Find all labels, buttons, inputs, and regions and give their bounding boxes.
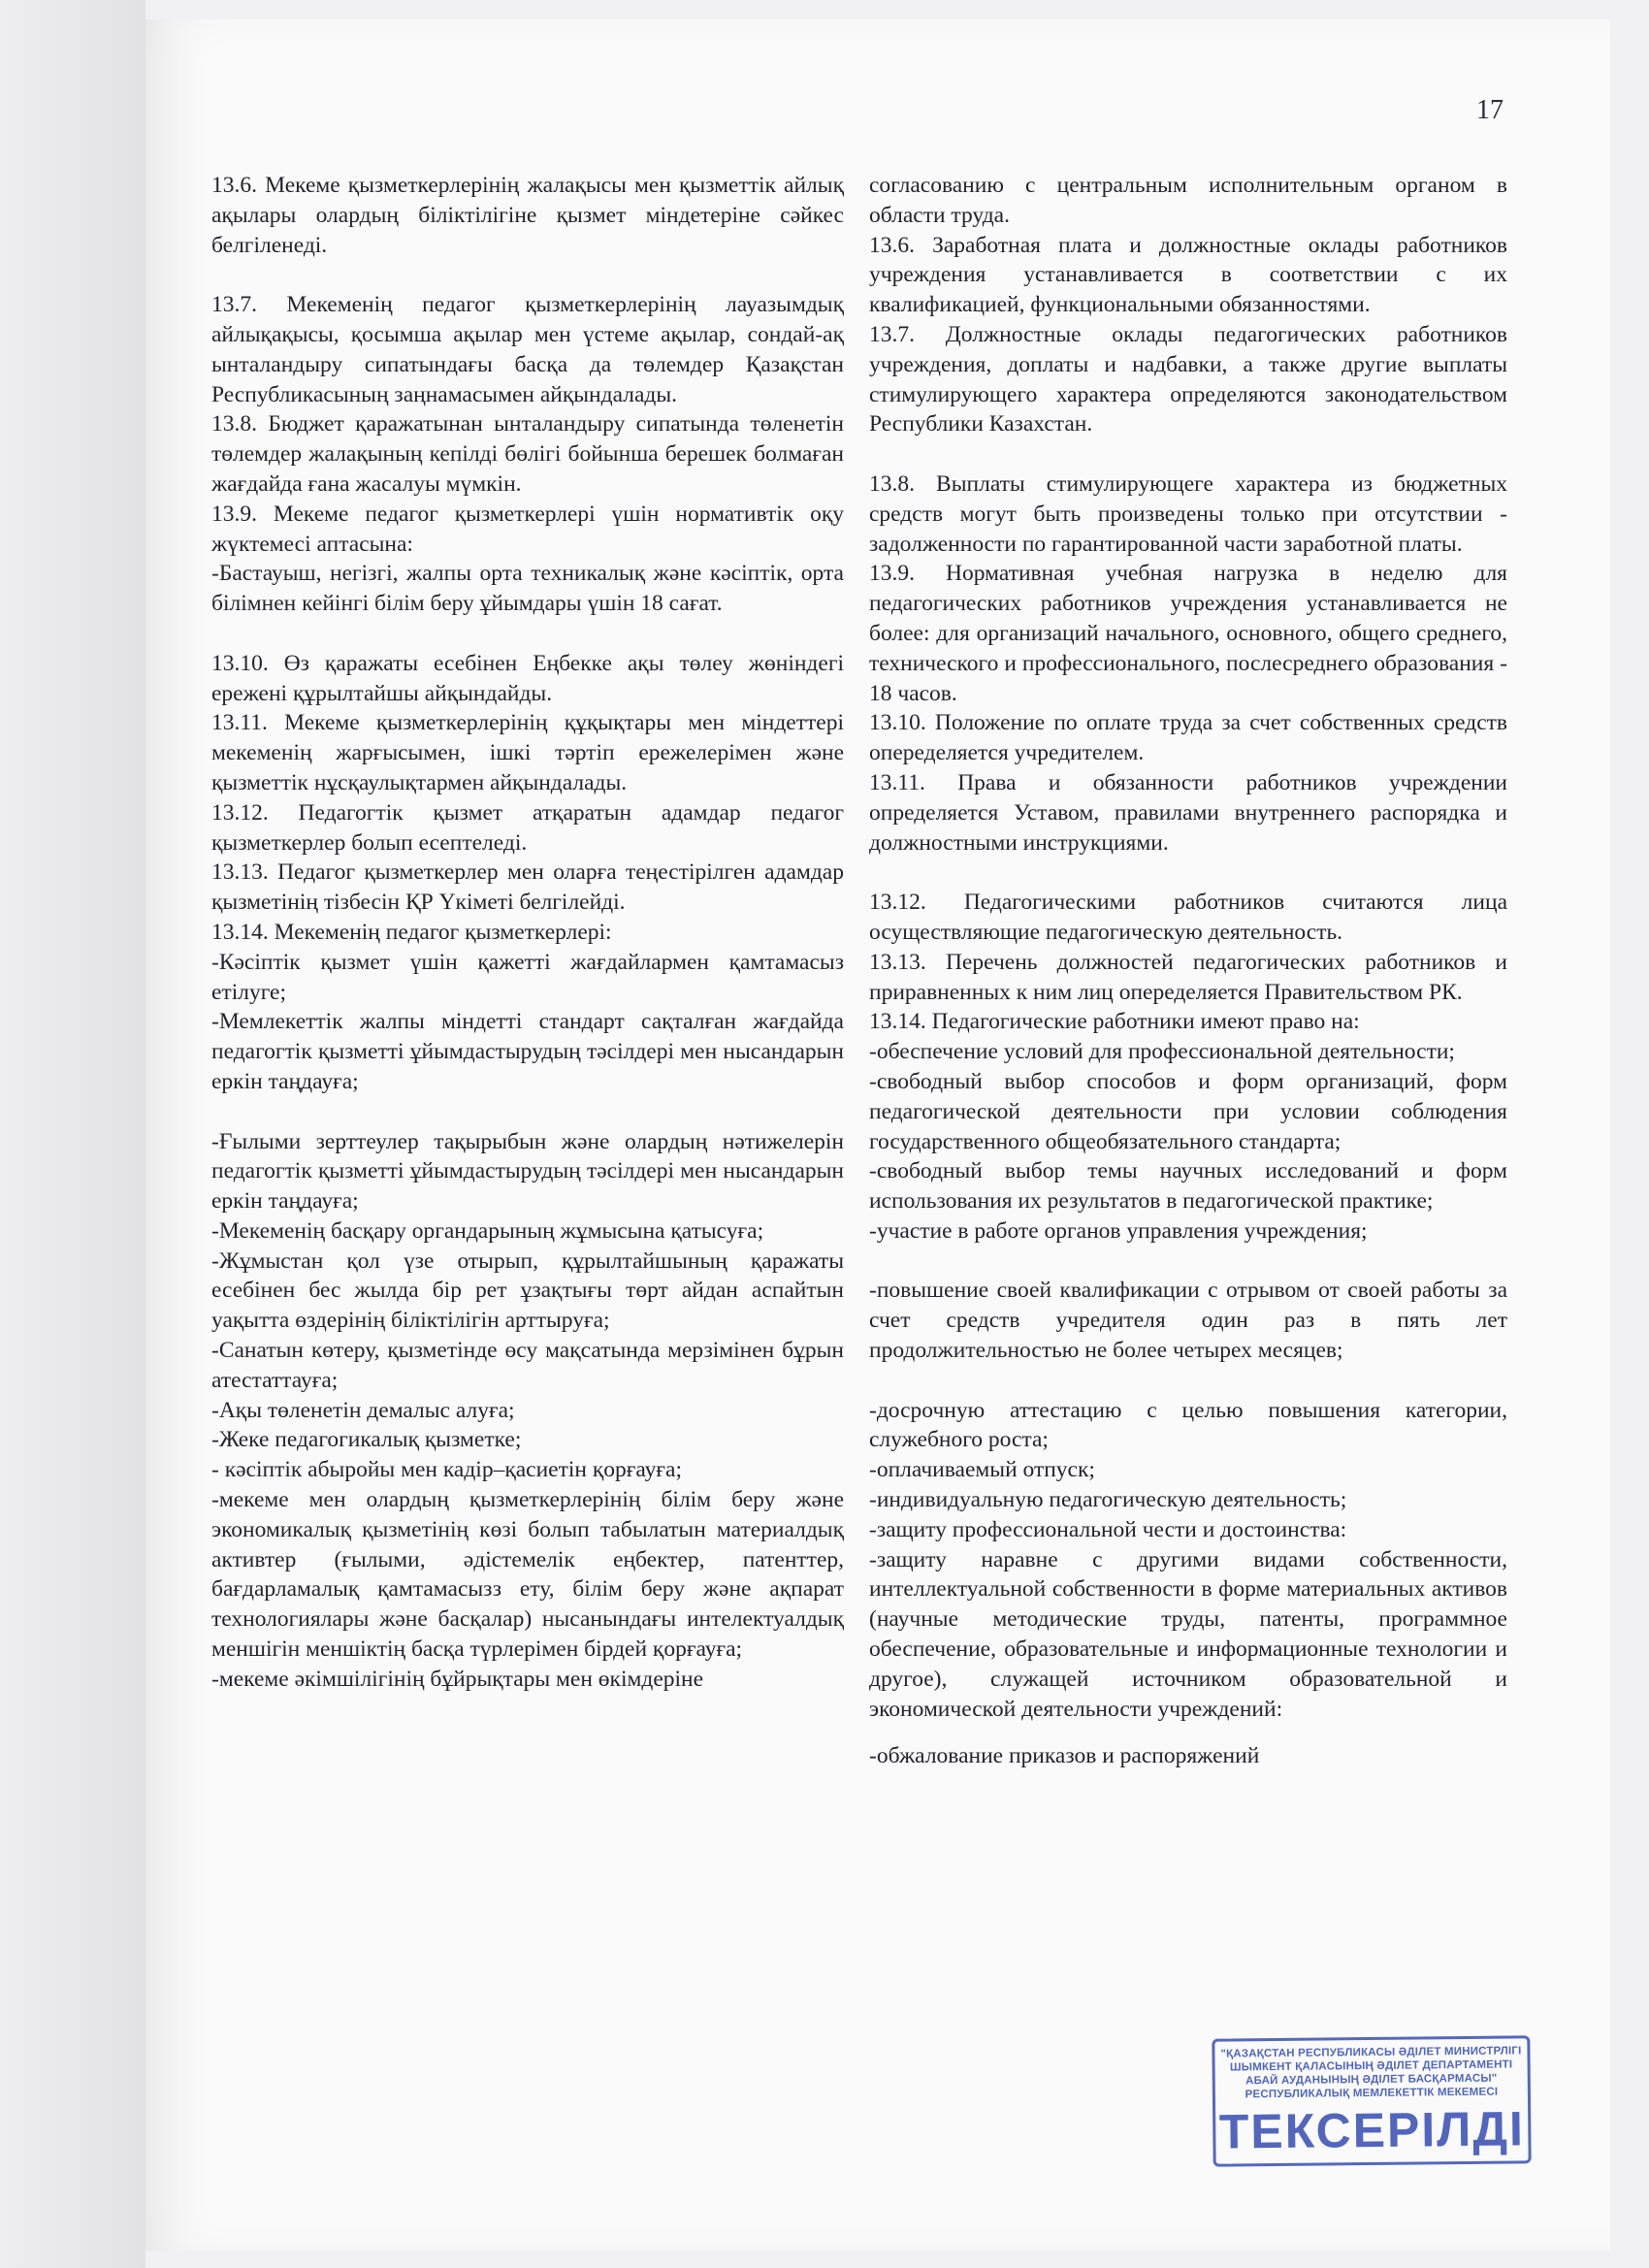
paragraph-spacer	[869, 439, 1507, 470]
paragraph: -участие в работе органов управления учреждения;	[869, 1217, 1368, 1244]
paragraph: -обжалование приказов и распоряжений	[869, 1743, 1260, 1769]
paragraph-spacer	[869, 858, 1507, 888]
paragraph-spacer	[869, 1366, 1507, 1396]
paragraph: -мекеме мен олардың қызметкерлерінің білім беру және экономикалық қызметінің көзі болып табылатын материалдық активтер (ғылыми, әдістемелік еңбектер, патенттер, бағдарламалық қамтамасызз ету, білім беру және ақпарат технологиялары және басқалар) нысанындағы интелектуалдық меншігін меншіктің басқа түрлерімен бірдей қорғауға;	[211, 1487, 844, 1663]
paragraph: -мекеме әкімшілігінің бұйрықтары мен өкімдеріне	[211, 1666, 704, 1692]
paragraph: -защиту профессиональной чести и достоинства:	[869, 1516, 1347, 1542]
paragraph: 13.10. Положение по оплате труда за счет собственных средств опеределяется учредителем.	[869, 710, 1507, 766]
paragraph: 13.11. Права и обязанности работников учреждении определяется Уставом, правилами внутреннего распорядка и должностными инструкциями.	[869, 769, 1507, 856]
paragraph: -оплачиваемый отпуск;	[869, 1457, 1095, 1483]
paragraph: 13.10. Өз қаражаты есебінен Еңбекке ақы төлеу жөніндегі ережені құрылтайшы айқындайды.	[211, 650, 844, 706]
paragraph: -свободный выбор способов и форм организаций, форм педагогической деятельности при условии соблюдения государственного общеобязательного стандарта;	[869, 1068, 1507, 1154]
paragraph: -повышение своей квалификации с отрывом от своей работы за счет средств учредителя один раз в пять лет продолжительностью не более четырех месяцев;	[869, 1278, 1507, 1364]
paragraph: -Ғылыми зерттеулер тақырыбын және олардың нәтижелерін педагогтік қызметті ұйымдастырудың тәсілдері мен нысандарын еркін таңдауға;	[211, 1128, 844, 1215]
paragraph: 13.12. Педагогтік қызмет атқаратын адамдар педагог қызметкерлер болып есептеледі.	[211, 799, 844, 856]
paragraph: 13.8. Бюджет қаражатынан ынталандыру сипатында төленетін төлемдер жалақының кепілді бөлігі бойынша берешек болмаған жағдайда ғана жасалуы мүмкін.	[211, 411, 844, 497]
paragraph: -Кәсіптік қызмет үшін қажетті жағдайлармен қамтамасыз етілуге;	[211, 949, 844, 1005]
paragraph: - кәсіптік абыройы мен кадір–қасиетін қорғауға;	[211, 1457, 682, 1483]
kazakh-text-column	[211, 171, 844, 1695]
paragraph: -Жұмыстан қол үзе отырып, құрылтайшының қаражаты есебінен бес жылда бір рет ұзақтығы төрт айдан аспайтын уақытта өздерінің біліктілігін арттыруға;	[211, 1247, 844, 1334]
paragraph-spacer	[869, 1724, 1507, 1741]
stamp-line: РЕСПУБЛИКАЛЫҚ МЕМЛЕКЕТТІК МЕКЕМЕСІ	[1245, 2086, 1499, 2101]
paragraph-spacer	[869, 1247, 1507, 1277]
paragraph: 13.13. Перечень должностей педагогических работников и приравненных к ним лиц опеределяется Правительством РК.	[869, 949, 1507, 1005]
paragraph: -Санатын көтеру, қызметінде өсу мақсатында мерзімінен бұрын атестаттауға;	[211, 1338, 844, 1393]
stamp-line: ШЫМКЕНТ ҚАЛАСЫНЫҢ ӘДІЛЕТ ДЕПАРТАМЕНТІ	[1229, 2058, 1513, 2074]
paragraph-spacer	[211, 619, 844, 649]
paragraph: -индивидуальную педагогическую деятельность;	[869, 1487, 1347, 1513]
paragraph: 13.14. Мекеменің педагог қызметкерлері:	[211, 919, 612, 945]
paragraph: -Мекеменің басқару органдарының жұмысына қатысуға;	[211, 1217, 764, 1244]
paragraph: -свободный выбор темы научных исследований и форм использования их результатов в педагогической практике;	[869, 1158, 1507, 1215]
paragraph-spacer	[211, 260, 844, 290]
paragraph: 13.9. Мекеме педагог қызметкерлері үшін нормативтік оқу жүктемесі аптасына:	[211, 501, 844, 557]
paragraph: -досрочную аттестацию с целью повышения категории, служебного роста;	[869, 1397, 1507, 1453]
paragraph: -обеспечение условий для профессиональной деятельности;	[869, 1039, 1455, 1065]
paragraph: 13.14. Педагогические работники имеют право на:	[869, 1009, 1360, 1035]
paragraph: 13.11. Мекеме қызметкерлерінің құқықтары мен міндеттері мекеменің жарғысымен, ішкі тәртіп ережелерімен және қызметтік нұсқаулықтармен айқындалады.	[211, 710, 844, 795]
verification-stamp	[1212, 2035, 1531, 2166]
paragraph: согласованию с центральным исполнительным органом в области труда.	[869, 173, 1507, 228]
paragraph: 13.6. Заработная плата и должностные оклады работников учреждения устанавливается в соответствии с их квалификацией, функциональными обязанностями.	[869, 232, 1507, 318]
russian-text-column	[869, 171, 1507, 1771]
paragraph: 13.8. Выплаты стимулирующеге характера из бюджетных средств могут быть произведены только при отсутствии - задолженности по гарантированной части заработной платы.	[869, 470, 1507, 557]
scan-left-margin	[0, 0, 146, 2268]
paragraph: 13.7. Должностные оклады педагогических работников учреждения, доплаты и надбавки, а также другие выплаты стимулирующего характера определяются законодательством Республики Казахстан.	[869, 321, 1507, 437]
paragraph: -Мемлекеттік жалпы міндетті стандарт сақталған жағдайда педагогтік қызметті ұйымдастырудың тәсілдері мен нысандарын еркін таңдауға;	[211, 1009, 844, 1094]
page-number: 17	[1476, 95, 1504, 125]
paragraph: 13.6. Мекеме қызметкерлерінің жалақысы мен қызметтік айлық ақылары олардың біліктілігіне қызмет міндетеріне сәйкес белгіленеді.	[211, 173, 844, 258]
paragraph: -Бастауыш, негізгі, жалпы орта техникалық және кәсіптік, орта білімнен кейінгі білім беру ұйымдары үшін 18 сағат.	[211, 561, 844, 617]
paragraph-spacer	[211, 1097, 844, 1127]
paragraph: 13.13. Педагог қызметкерлер мен оларға теңестірілген адамдар қызметінің тізбесін ҚР Үкіметі белгілейді.	[211, 859, 844, 916]
paragraph: -Ақы төленетін демалыс алуға;	[211, 1397, 515, 1423]
stamp-line: АБАЙ АУДАНЫНЫҢ ӘДІЛЕТ БАСҚАРМАСЫ"	[1245, 2072, 1498, 2088]
stamp-line: "ҚАЗАҚСТАН РЕСПУБЛИКАСЫ ӘДІЛЕТ МИНИСТРЛІГІ	[1220, 2045, 1522, 2060]
stamp-word: ТЕКСЕРІЛДІ	[1218, 2101, 1526, 2159]
paragraph: -Жеке педагогикалық қызметке;	[211, 1427, 522, 1453]
paragraph: 13.12. Педагогическими работников считаются лица осуществляющие педагогическую деятельность.	[869, 890, 1507, 945]
paragraph: 13.7. Мекеменің педагог қызметкерлерінің лауазымдық айлықақысы, қосымша ақылар мен үстеме ақылар, сондай-ақ ынталандыру сипатындағы басқа да төлемдер Қазақстан Республикасының заңнамасымен айқындалады.	[211, 292, 844, 407]
paragraph: 13.9. Нормативная учебная нагрузка в неделю для педагогических работников учреждения устанавливается не более: для организаций начального, основного, общего среднего, технического и профессионального, послесреднего образования - 18 часов.	[869, 561, 1507, 706]
paragraph: -защиту наравне с другими видами собственности, интеллектуальной собственности в форме материальных активов (научные методические труды, патенты, программное обеспечение, образовательные и информационные технологии и другое), служащей источником образовательной и экономической деятельности учреждений:	[869, 1546, 1507, 1722]
